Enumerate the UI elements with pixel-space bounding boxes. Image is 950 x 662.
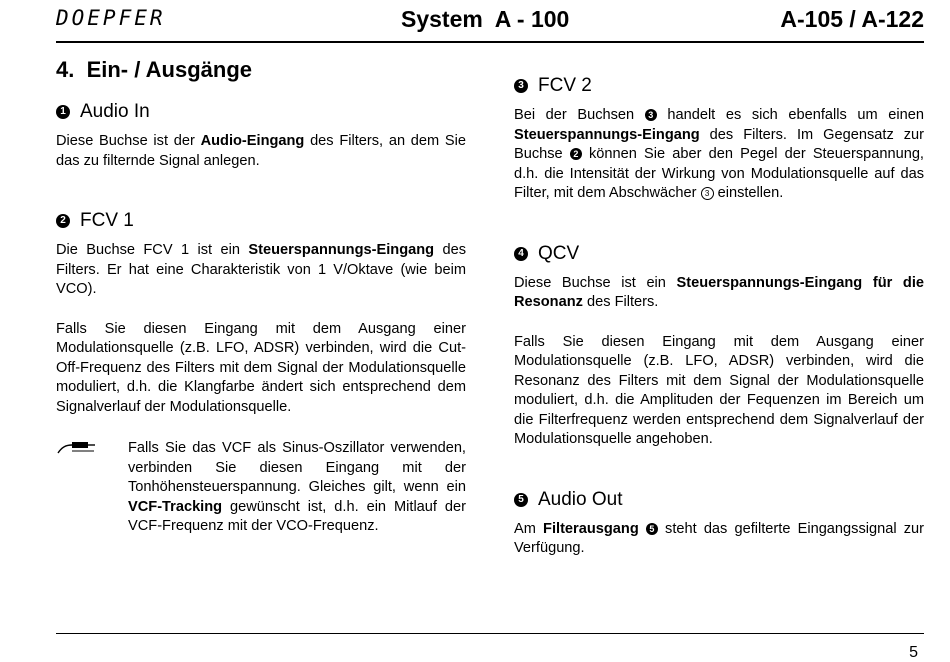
page-header [56,0,924,42]
fcv1-heading [56,209,466,233]
brand-logo: DOEPFER [56,6,166,30]
qcv-text: Diese Buchse ist ein Steuerspannungs-Eingang für die Resonanz des Filters. [514,274,925,310]
system-title: System A - 100 [401,6,570,32]
number-badge-icon: 3 [514,79,528,93]
qcv-heading [514,242,924,266]
audio-out-title: Audio Out [538,488,623,510]
qcv-title: QCV [538,242,580,264]
fcv1-text: Die Buchse FCV 1 ist ein Steuerspannungs-Eingang des Filters. Er hat eine Charakteristik von 1 V/Oktave (wie beim VCO). [56,242,466,297]
number-badge-icon: 3 [645,109,657,121]
fcv2-section [514,74,924,204]
audio-in-heading [56,100,466,124]
number-badge-icon: 5 [514,493,528,507]
left-column [56,56,466,537]
page-number: 5 [909,644,918,661]
fcv2-text: Bei der Buchsen 3 handelt es sich ebenfalls um einen Steuerspannungs-Eingang des Filters. Im Gegensatz zur Buchse 2 können Sie aber den Pegel der Steuerspannung, d.h. die Intensität der Wirkung von Modulationsquelle auf das Filter, mit dem Abschwächer 3 einstellen. [514,107,924,201]
fcv2-title: FCV 2 [538,75,592,96]
audio-in-title: Audio In [80,101,150,122]
section-heading: 4. Ein- / Ausgänge [56,57,252,82]
qcv-section [514,242,924,450]
audio-out-section [514,488,924,559]
right-column [514,74,924,559]
fcv1-note [56,439,466,537]
number-badge-icon: 4 [514,247,528,261]
fcv2-heading [514,74,924,98]
circled-number-icon: 3 [701,187,714,200]
audio-out-text: Am Filterausgang 5 steht das gefilterte Eingangssignal zur Verfügung. [514,520,924,556]
jack-cable-icon [56,439,96,461]
footer-rule [56,633,924,634]
audio-out-heading [514,488,924,512]
fcv1-section [56,209,466,537]
number-badge-icon: 5 [646,523,658,535]
header-rule [56,41,924,43]
qcv-modulation-text: Falls Sie diesen Eingang mit dem Ausgang einer Modulationsquelle (z.B. LFO, ADSR) verbinden, wird die Resonanz des Filters mit dem Signal der Modulationsquelle moduliert, d.h. die Amplituden der Fequenzen im Bereich um die Filterfrequenz werden entsprechend dem Signalverlauf der Modulationsquelle angehoben. [514,333,924,447]
audio-in-text: Diese Buchse ist der Audio-Eingang des Filters, an dem Sie das zu filternde Signal anlegen. [56,133,466,169]
number-badge-icon: 1 [56,105,70,119]
audio-in-section [56,100,466,171]
fcv1-title: FCV 1 [80,210,134,231]
fcv1-note-text: Falls Sie das VCF als Sinus-Oszillator verwenden, verbinden Sie diesen Eingang mit der Tonhöhensteuerspannung. Gleiches gilt, wenn ein VCF-Tracking gewünscht ist, d.h. ein Mitlauf der VCF-Frequenz mit der VCO-Frequenz. [128,440,466,534]
fcv1-modulation-text: Falls Sie diesen Eingang mit dem Ausgang einer Modulationsquelle (z.B. LFO, ADSR) verbinden, wird die Cut-Off-Frequenz des Filters mit dem Signal der Modulationsquelle moduliert, d.h. die Klangfarbe ändert sich entsprechend dem Signalverlauf der Modulationsquelle. [56,320,466,415]
module-title: A-105 / A-122 [780,6,924,32]
number-badge-icon: 2 [570,148,582,160]
number-badge-icon: 2 [56,214,70,228]
